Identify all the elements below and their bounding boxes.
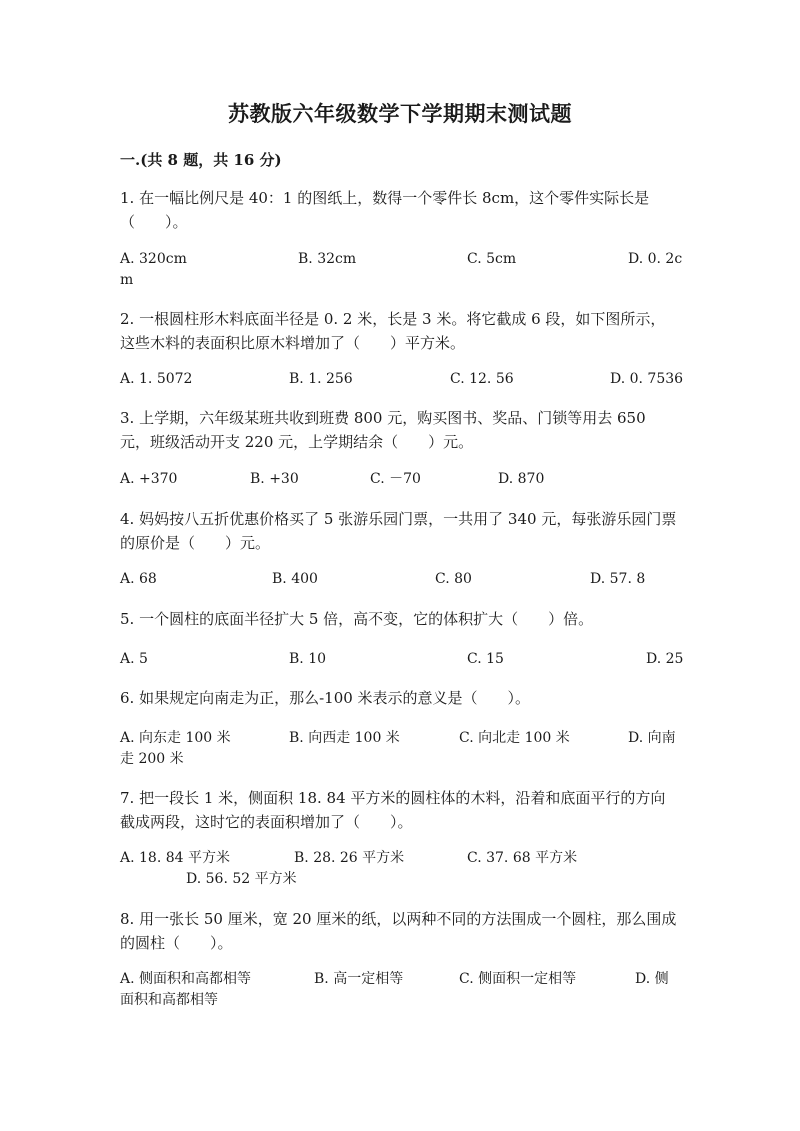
option-c[interactable]: C. 12. 56 [450,371,514,387]
question-8: 8. 用一张长 50 厘米，宽 20 厘米的纸，以两种不同的方法围成一个圆柱，那么围成的圆柱（ ）。 [120,910,677,952]
option-d-wrap: m [120,272,134,288]
question-7: 7. 把一段长 1 米，侧面积 18. 84 平方米的圆柱体的木料，沿着和底面平行的方向截成两段，这时它的表面积增加了（ ）。 [120,789,666,831]
option-d-wrap: 面积和高都相等 [120,992,218,1008]
option-a[interactable]: A. 5 [120,651,148,667]
options-7 [120,848,680,896]
option-a[interactable]: A. +370 [120,471,178,487]
question-3: 3. 上学期，六年级某班共收到班费 800 元，购买图书、奖品、门锁等用去 650 元，班级活动开支 220 元，上学期结余（ ）元。 [120,409,646,451]
options-8 [120,969,680,1017]
question-6: 6. 如果规定向南走为正，那么-100 米表示的意义是（ ）。 [120,689,531,707]
option-d[interactable]: D. 25 [646,651,684,667]
options-1 [120,249,683,297]
option-d[interactable]: D. 0. 2c [628,251,683,267]
option-d-wrap: 走 200 米 [120,751,184,767]
option-b[interactable]: B. 32cm [298,251,357,267]
option-c[interactable]: C. 向北走 100 米 [459,730,570,746]
option-a[interactable]: A. 18. 84 平方米 [120,850,230,866]
option-b[interactable]: B. 向西走 100 米 [289,730,400,746]
option-c[interactable]: C. 5cm [467,251,517,267]
question-2: 2. 一根圆柱形木料底面半径是 0. 2 米，长是 3 米。将它截成 6 段，如下图所示，这些木料的表面积比原木料增加了（ ）平方米。 [120,310,666,352]
option-c[interactable]: C. 37. 68 平方米 [467,850,578,866]
option-d[interactable]: D. 向南 [628,730,676,746]
question-5: 5. 一个圆柱的底面半径扩大 5 倍，高不变，它的体积扩大（ ）倍。 [120,610,594,628]
option-b[interactable]: B. 10 [289,651,327,667]
option-c[interactable]: C. －70 [370,471,421,487]
option-b[interactable]: B. 28. 26 平方米 [294,850,405,866]
option-a[interactable]: A. 向东走 100 米 [120,730,231,746]
option-c[interactable]: C. 80 [435,571,472,587]
options-6 [120,728,680,776]
option-c[interactable]: C. 15 [467,651,504,667]
option-a[interactable]: A. 320cm [120,251,187,267]
option-b[interactable]: B. 400 [272,571,318,587]
option-a[interactable]: A. 侧面积和高都相等 [120,971,252,987]
option-c[interactable]: C. 侧面积一定相等 [459,971,577,987]
section-heading: 一.(共 8 题，共 16 分) [120,151,282,169]
option-d[interactable]: D. 57. 8 [590,571,646,587]
option-d[interactable]: D. 56. 52 平方米 [186,871,297,887]
option-d[interactable]: D. 870 [498,471,545,487]
question-1: 1. 在一幅比例尺是 40：1 的图纸上，数得一个零件长 8cm，这个零件实际长是（ ）。 [120,189,650,231]
option-b[interactable]: B. 1. 256 [289,371,353,387]
option-a[interactable]: A. 68 [120,571,157,587]
option-d[interactable]: D. 0. 7536 [610,371,684,387]
page-title: 苏教版六年级数学下学期期末测试题 [228,101,572,126]
question-4: 4. 妈妈按八五折优惠价格买了 5 张游乐园门票，一共用了 340 元，每张游乐园门票的原价是（ ）元。 [120,510,677,552]
option-b[interactable]: B. 高一定相等 [314,971,404,987]
option-b[interactable]: B. +30 [250,471,299,487]
option-d[interactable]: D. 侧 [635,971,669,987]
option-a[interactable]: A. 1. 5072 [120,371,193,387]
